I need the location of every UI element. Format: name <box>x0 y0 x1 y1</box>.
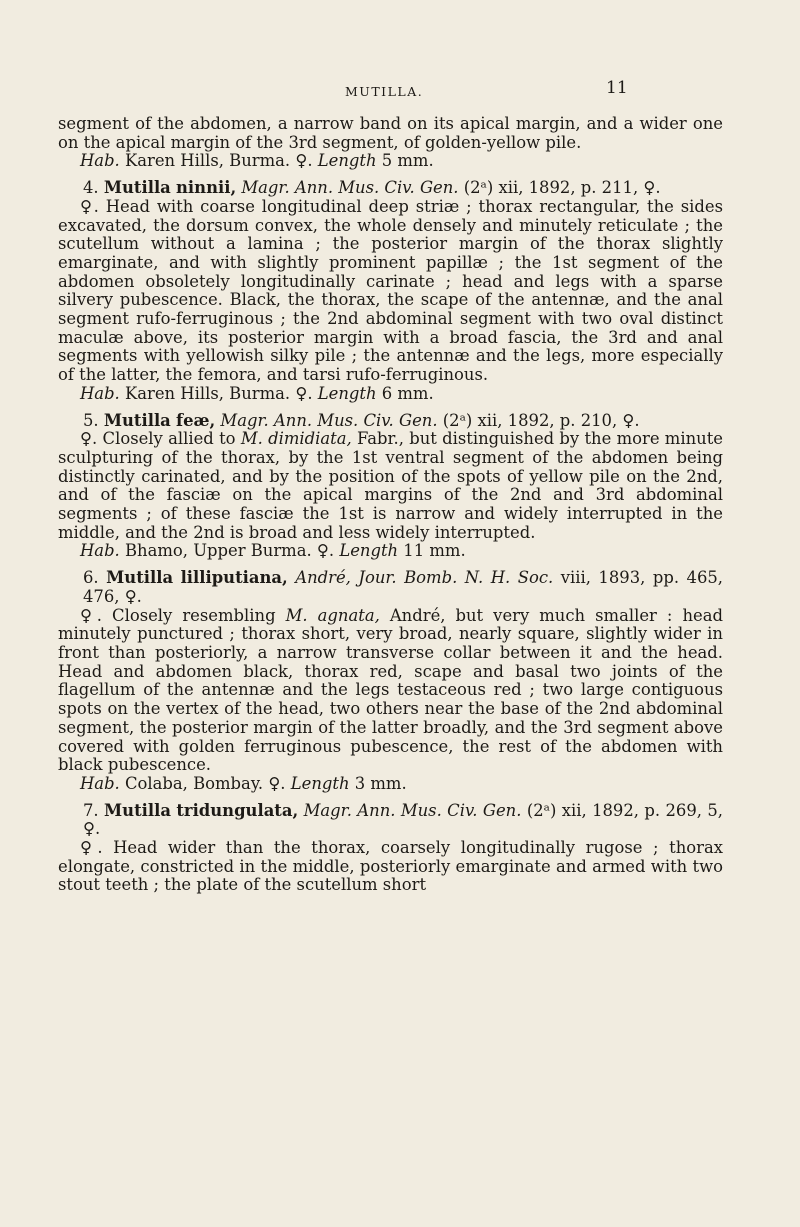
hab-label: Hab. <box>80 773 120 793</box>
length-label: Length <box>317 383 377 403</box>
genus-name: Mutilla <box>106 568 174 588</box>
species-description <box>58 430 723 542</box>
body-text <box>58 115 723 895</box>
length-label: Length <box>317 151 377 171</box>
ref-details: (2ᵃ) xii, 1892, p. 269, 5, ♀. <box>83 800 723 839</box>
entry-heading <box>58 802 723 839</box>
species-description <box>58 607 723 775</box>
species-entry-5 <box>58 412 723 562</box>
desc-italic-name: M. agnata, <box>285 605 380 625</box>
length-label: Length <box>290 773 350 793</box>
ref-journal: Ann. Mus. Civ. Gen. <box>273 410 438 430</box>
desc-italic-name: M. dimidiata, <box>240 429 352 449</box>
length-value: 11 mm. <box>398 541 466 561</box>
entry-number: 7. <box>83 800 99 820</box>
hab-label: Hab. <box>80 541 120 561</box>
genus-name: Mutilla <box>103 410 171 430</box>
species-description: ♀. Head with coarse longitudinal deep striæ ; thorax rectangular, the sides excavated, the dorsum convex, the whole densely and minutely reticulate ; the scutellum without a lamina ; the posterior margin of the thorax slightly emarginate, and with slightly prominent papillæ ; the 1st segment of the abdomen obsoletely longitudinally carinate ; head and legs with a sparse silvery pubescence. Black, the thorax, the scape of the antennæ, and the anal segment rufo-ferruginous ; the 2nd abdominal segment with two oval distinct maculæ above, its posterior margin with a broad fascia, the 3rd and anal segments with yellowish silky pile ; the antennæ and the legs, more especially of the latter, the femora, and tarsi rufo-ferruginous. <box>58 196 723 385</box>
ref-author: Magr. <box>220 410 269 430</box>
hab-text: Bhamo, Upper Burma. ♀. <box>119 541 340 561</box>
ref-author: Magr. <box>241 178 290 198</box>
entry-number: 6. <box>83 568 99 588</box>
running-head: MUTILLA. <box>345 84 424 99</box>
species-name: lilliputiana, <box>180 568 288 588</box>
desc-body: André, but very much smaller : head minutely punctured ; thorax short, very broad, nearly square, slightly wider in front than posteriorly, a narrow transverse collar between it and the head. Head and abdomen black, thorax red, scape and basal two joints of the flagellum of the antennæ and the legs testaceous red ; two large contiguous spots on the vertex of the head, two others near the base of the 2nd abdominal segment, the posterior margin of the latter broadly, and the 3rd segment above covered with golden ferruginous pubescence, the rest of the abdomen with black pubescence. <box>58 605 723 775</box>
habitat-line <box>58 385 723 404</box>
ref-details: (2ᵃ) xii, 1892, p. 211, ♀. <box>458 178 661 198</box>
hab-text: Karen Hills, Burma. ♀. <box>119 383 318 403</box>
ref-journal: Ann. Mus. Civ. Gen. <box>357 800 522 820</box>
entry-heading <box>58 569 723 606</box>
species-entry-4 <box>58 179 723 403</box>
ref-author: André, <box>295 568 351 588</box>
hab-label: Hab. <box>80 151 120 171</box>
species-description: ♀. Head wider than the thorax, coarsely longitudinally rugose ; thorax elongate, constricted in the middle, posteriorly emarginate and armed with two stout teeth ; the plate of the scutellum short <box>58 838 723 895</box>
entry-heading <box>58 412 723 431</box>
desc-lead: ♀. Closely allied to <box>80 429 241 449</box>
species-entry-6 <box>58 569 723 793</box>
entry-number: 5. <box>83 410 99 430</box>
habitat-line <box>58 775 723 794</box>
ref-author: Magr. <box>303 800 352 820</box>
genus-name: Mutilla <box>103 178 171 198</box>
page-number: 11 <box>606 78 628 98</box>
ref-journal: Jour. Bomb. N. H. Soc. <box>358 568 554 588</box>
length-value: 5 mm. <box>376 151 434 171</box>
ref-details: viii, 1893, pp. 465, 476, ♀. <box>83 568 724 606</box>
habitat-line <box>58 152 723 171</box>
ref-details: (2ᵃ) xii, 1892, p. 210, ♀. <box>437 410 640 430</box>
continuation-block <box>58 115 723 171</box>
entry-number: 4. <box>83 178 99 198</box>
length-label: Length <box>339 541 399 561</box>
entry-heading <box>58 179 723 198</box>
habitat-line <box>58 542 723 561</box>
length-value: 3 mm. <box>349 773 407 793</box>
species-name: ninnii, <box>176 178 237 198</box>
genus-name: Mutilla <box>104 800 171 820</box>
species-name: tridungulata, <box>176 800 299 820</box>
hab-label: Hab. <box>80 383 120 403</box>
species-entry-7 <box>58 802 723 896</box>
desc-body: Fabr., but distinguished by the more minute sculpturing of the thorax, by the 1st ventral segment of the abdomen being distinctly carinated, and by the position of the spots of yellow pile on the 2nd, and of the fasciæ on the apical margins of the 2nd and 3rd abdominal segments ; of these fasciæ the 1st is narrow and widely interrupted in the middle, and the 2nd is broad and less widely interrupted. <box>58 429 723 542</box>
species-name: feæ, <box>176 410 216 430</box>
length-value: 6 mm. <box>376 383 434 403</box>
ref-journal: Ann. Mus. Civ. Gen. <box>294 178 459 198</box>
hab-text: Colaba, Bombay. ♀. <box>119 773 291 793</box>
continuation-text: segment of the abdomen, a narrow band on its apical margin, and a wider one on the apical margin of the 3rd segment, of golden-yellow pile. <box>58 114 723 152</box>
hab-text: Karen Hills, Burma. ♀. <box>119 151 318 171</box>
desc-lead: ♀. Closely resembling <box>80 605 286 625</box>
